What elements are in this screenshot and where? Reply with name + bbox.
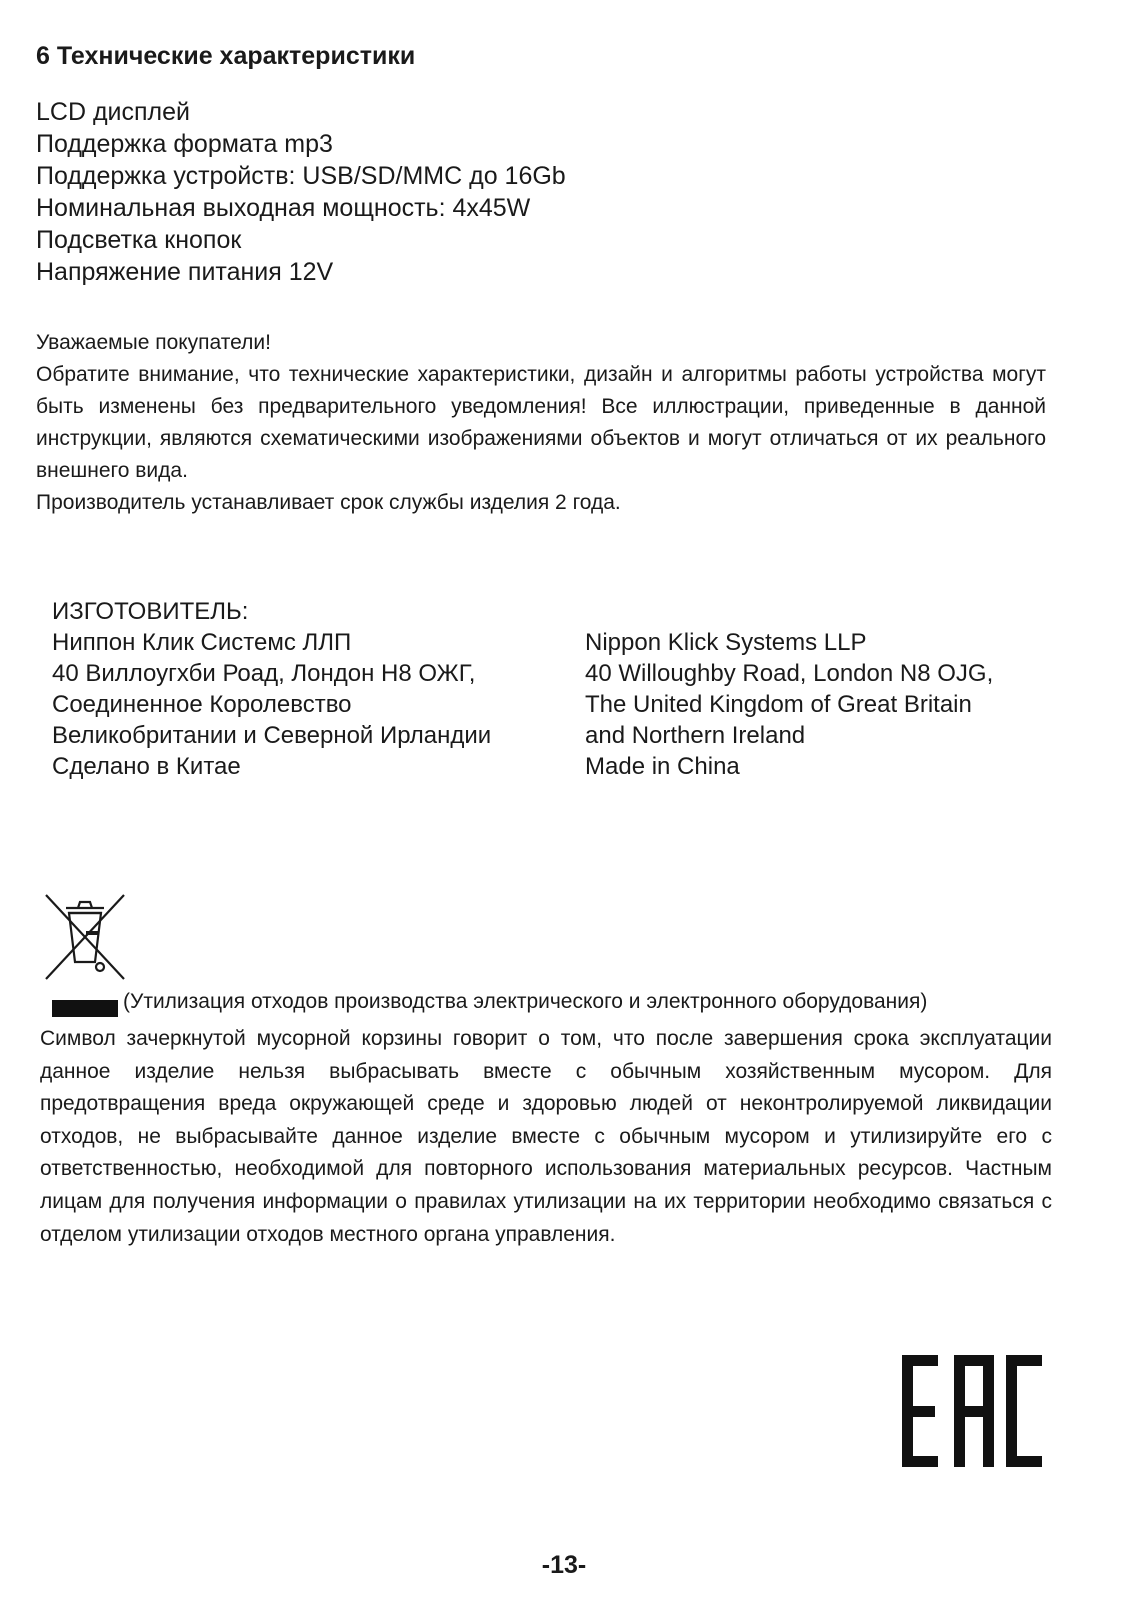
page-number: -13-	[541, 1551, 587, 1579]
manufacturer-en-line: The United Kingdom of Great Britain	[585, 691, 972, 718]
customer-notice	[36, 327, 1046, 519]
manufacturer-ru-line: Соединенное Королевство	[52, 691, 352, 718]
manufacturer-ru	[52, 596, 491, 782]
manufacturer-ru-line: Сделано в Китае	[52, 753, 241, 780]
spec-item: Подсветка кнопок	[36, 226, 242, 254]
crossed-out-wheelie-bin-icon	[44, 893, 126, 983]
manufacturer-en-line: and Northern Ireland	[585, 722, 806, 749]
manufacturer-en	[585, 627, 993, 782]
manufacturer-en-line: Made in China	[585, 753, 740, 780]
notice-service-life: Производитель устанавливает срок службы изделия 2 года.	[36, 491, 621, 514]
disposal-body: Символ зачеркнутой мусорной корзины говорит о том, что после завершения срока эксплуатации данное изделие нельзя выбрасывать вместе с обычным хозяйственным мусором. Для предотвращения вреда окружающей среде и здоровью людей от неконтролируемой ликвидации отходов, не выбрасывайте данное изделие вместе с обычным мусором и утилизируйте его с ответственностью, необходимой для повторного использования материальных ресурсов. Частным лицам для получения информации о правилах утилизации на их территории необходимо связаться с отделом утилизации отходов местного органа управления.	[40, 1027, 1052, 1246]
spec-item: Напряжение питания 12V	[36, 258, 334, 286]
spec-item: LCD дисплей	[36, 98, 191, 126]
manufacturer-en-line: 40 Willoughby Road, London N8 OJG,	[585, 660, 994, 687]
weee-underline-bar	[52, 1000, 118, 1017]
disposal-heading: (Утилизация отходов производства электрического и электронного оборудования)	[123, 990, 928, 1013]
spec-item: Поддержка устройств: USB/SD/MMC до 16Gb	[36, 162, 566, 190]
notice-body: Обратите внимание, что технические характеристики, дизайн и алгоритмы работы устройства могут быть изменены без предварительного уведомления! Все иллюстрации, приведенные в данной инструкции, являются схематическими изображениями объектов и могут отличаться от их реального внешнего вида.	[36, 363, 1046, 482]
spec-item: Номинальная выходная мощность: 4x45W	[36, 194, 531, 222]
manufacturer-ru-line: Ниппон Клик Системс ЛЛП	[52, 629, 352, 656]
spec-list	[36, 96, 566, 288]
notice-greeting: Уважаемые покупатели!	[36, 331, 271, 354]
manufacturer-ru-line: Великобритании и Северной Ирландии	[52, 722, 492, 749]
eac-certification-mark	[902, 1355, 1042, 1467]
section-title: 6 Технические характеристики	[36, 42, 416, 70]
manufacturer-en-line: Nippon Klick Systems LLP	[585, 629, 867, 656]
manufacturer-ru-line: 40 Виллоугхби Роад, Лондон Н8 ОЖГ,	[52, 660, 476, 687]
spec-item: Поддержка формата mp3	[36, 130, 333, 158]
manufacturer-heading: ИЗГОТОВИТЕЛЬ:	[52, 598, 249, 625]
